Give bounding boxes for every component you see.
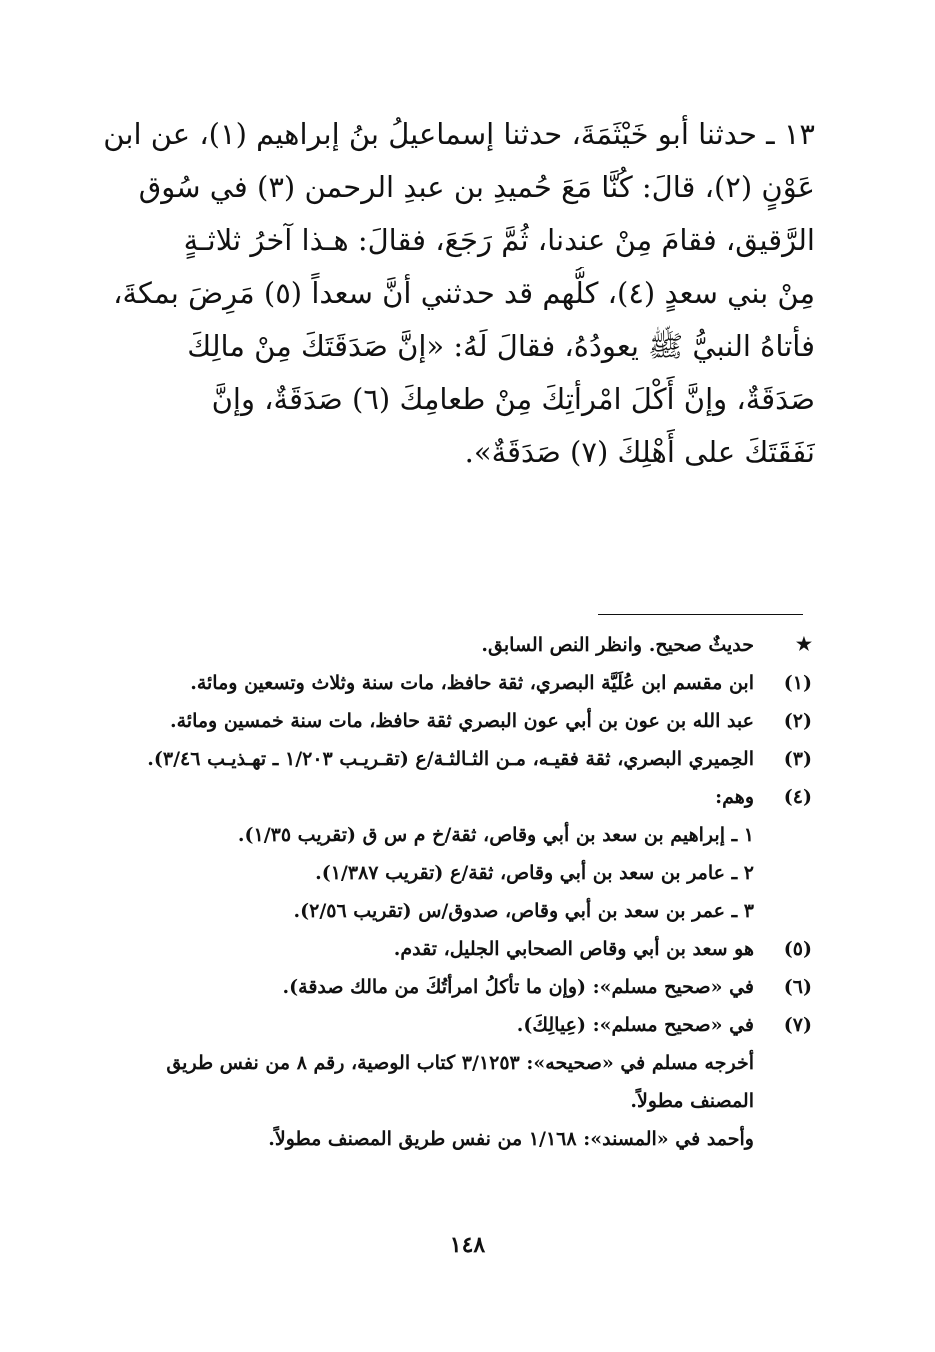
footnote-4-item: ٢ ـ عامر بن سعد بن أبي وقاص، ثقة/ع (تقريب ١/٣٨٧).: [315, 862, 754, 884]
main-text-line: ١٣ ـ حدثنا أبو خَيْثَمَةَ، حدثنا إسماعيلُ بنُ إبراهيم (١)، عن ابن: [103, 117, 815, 151]
main-text-line: فأتاهُ النبيُّ ﷺ يعودُهُ، فقالَ لَهُ: «إنَّ صَدَقَتَكَ مِنْ مالِكَ: [187, 329, 815, 363]
footnote-extra: [112, 1044, 812, 1158]
footnote-text: وهم:: [715, 786, 754, 808]
footnote-marker: (٥): [783, 938, 812, 960]
footnote-marker: ★: [795, 634, 812, 655]
footnote-text: حديثٌ صحيح. وانظر النص السابق.: [481, 634, 754, 656]
footnote-text: ابن مقسم ابن عُلَيَّة البصري، ثقة حافظ، مات سنة وثلاث وتسعين ومائة.: [190, 672, 754, 694]
footnote-4-item: ٣ ـ عمر بن سعد بن أبي وقاص، صدوق/س (تقريب ٢/٥٦).: [293, 900, 754, 922]
footnote-divider: [598, 614, 803, 615]
footnote-marker: (٦): [783, 976, 812, 998]
footnote-text: في «صحيح مسلم»: (وإن ما تأكلُ امرأتُكَ من مالك صدقة).: [282, 976, 754, 998]
main-text-line: عَوْنٍ (٢)، قالَ: كُنَّا مَعَ حُميدِ بن عبدِ الرحمن (٣) في سُوق: [138, 170, 815, 204]
footnote-marker: (٢): [783, 710, 812, 732]
footnote-marker: (٣): [783, 748, 812, 770]
main-text-line: الرَّقيق، فقامَ مِنْ عندنا، ثُمَّ رَجَعَ، فقالَ: هـذا آخرُ ثلاثـةٍ: [183, 223, 815, 257]
footnote-marker: (١): [783, 672, 812, 694]
footnote-3: [112, 740, 812, 778]
footnote-text: هو سعد بن أبي وقاص الصحابي الجليل، تقدم.: [393, 938, 754, 960]
footnote-6: [112, 968, 812, 1006]
footnote-text: عبد الله بن عون بن أبي عون البصري ثقة حافظ، مات سنة خمسين ومائة.: [170, 710, 754, 732]
footnote-7: [112, 1006, 812, 1044]
page-number: ١٤٨: [449, 1232, 486, 1258]
footnote-4: [112, 778, 812, 816]
footnote-1: [112, 664, 812, 702]
footnote-star: [112, 626, 812, 664]
main-text-line: مِنْ بني سعدٍ (٤)، كلُّهم قد حدثني أنَّ سعداً (٥) مَرِضَ بمكةَ،: [113, 276, 815, 310]
takhrij-text: وأحمد في «المسند»: ١/١٦٨ من نفس طريق المصنف مطولاً.: [268, 1128, 754, 1150]
footnote-text: في «صحيح مسلم»: (عِيالِكَ).: [516, 1014, 754, 1036]
footnote-text: الحِميري البصري، ثقة فقيـه، مـن الثـالثـة/ع (تقـريـب ١/٢٠٣ ـ تهـذيـب ٣/٤٦).: [147, 748, 754, 770]
main-hadith-text: [100, 108, 815, 479]
footnote-4-item: ١ ـ إبراهيم بن سعد بن أبي وقاص، ثقة/خ م س ق (تقريب ١/٣٥).: [237, 824, 754, 846]
main-text-line: نَفَقَتَكَ على أَهْلِكَ (٧) صَدَقَةٌ».: [464, 435, 815, 469]
footnotes-section: [112, 626, 812, 1158]
footnote-marker: (٧): [783, 1014, 812, 1036]
takhrij-text: أخرجه مسلم في «صحيحه»: ٣/١٢٥٣ كتاب الوصية، رقم ٨ من نفس طريق المصنف مطولاً.: [166, 1052, 754, 1112]
footnote-4-list: [112, 816, 812, 930]
footnote-5: [112, 930, 812, 968]
main-text-line: صَدَقَةٌ، وإنَّ أَكْلَ امْرأتِكَ مِنْ طعامِكَ (٦) صَدَقَةٌ، وإنَّ: [211, 382, 815, 416]
footnote-marker: (٤): [783, 786, 812, 808]
footnote-2: [112, 702, 812, 740]
